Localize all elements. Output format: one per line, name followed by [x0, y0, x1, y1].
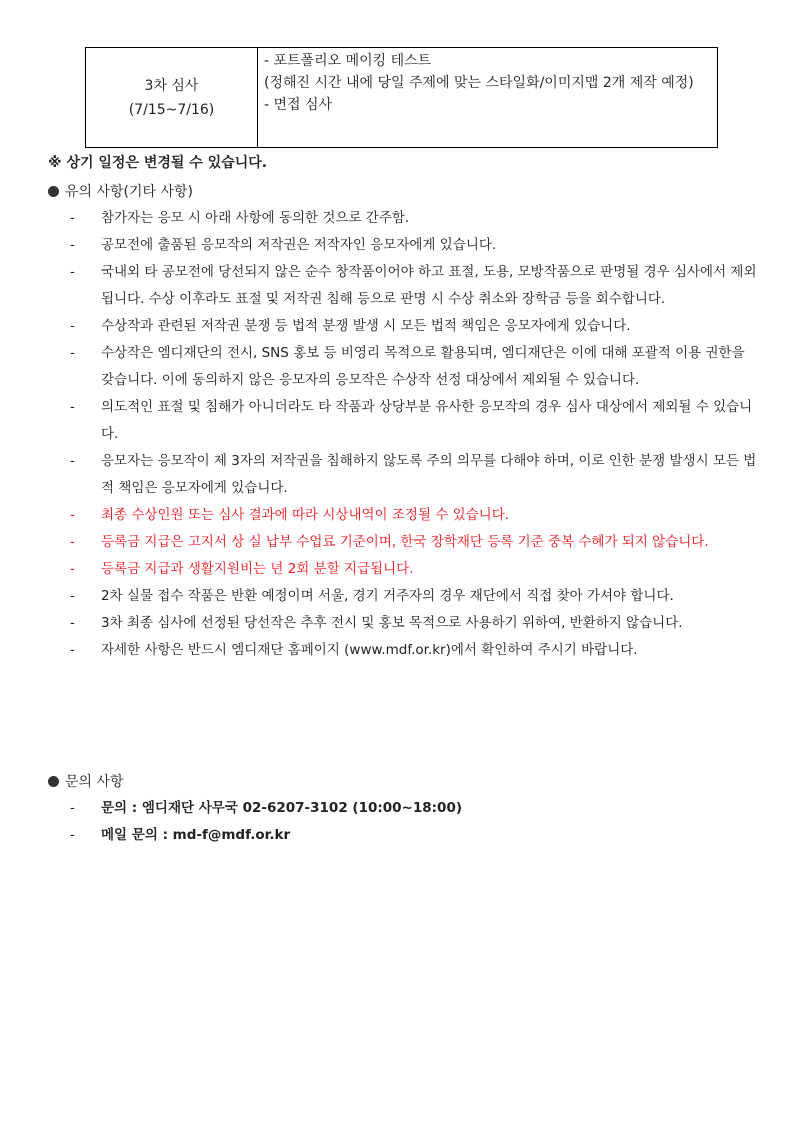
list-item: - 문의 : 엠디재단 사무국 02-6207-3102 (10:00~18:00)	[70, 800, 463, 816]
list-item: - 수상작과 관련된 저작권 분쟁 등 법적 분쟁 발생 시 모든 법적 책임은 응모자에게 있습니다.	[70, 318, 631, 334]
list-item: - 3차 최종 심사에 선정된 당선작은 추후 전시 및 홍보 목적으로 사용하기 위하여, 반환하지 않습니다.	[70, 615, 683, 631]
list-item: - 응모자는 응모작이 제 3자의 저작권을 침해하지 않도록 주의 의무를 다해야 하며, 이로 인한 분쟁 발생시 모든 법적 책임은 응모자에게 있습니다.	[70, 453, 757, 496]
list-item: - 의도적인 표절 및 침해가 아니더라도 타 작품과 상당부분 유사한 응모작의 경우 심사 대상에서 제외될 수 있습니다.	[70, 399, 753, 442]
list-item: - 2차 실물 접수 작품은 반환 예정이며 서울, 경기 거주자의 경우 재단에서 직접 찾아 가셔야 합니다.	[70, 588, 674, 604]
list-item-highlight: - 최종 수상인원 또는 심사 결과에 따라 시상내역이 조정될 수 있습니다.	[70, 507, 510, 523]
list-item-highlight: - 등록금 지급과 생활지원비는 년 2회 분할 지급됩니다.	[70, 561, 414, 577]
schedule-detail-cell	[258, 48, 717, 147]
schedule-line-3: - 면접 심사	[264, 97, 333, 113]
list-item: - 참가자는 응모 시 아래 사항에 동의한 것으로 간주함.	[70, 210, 410, 226]
schedule-table	[85, 47, 718, 148]
stage-dates: (7/15~7/16)	[128, 101, 215, 118]
list-item: - 공모전에 출품된 응모작의 저작권은 저작자인 응모자에게 있습니다.	[70, 237, 497, 253]
schedule-change-notice: ※ 상기 일정은 변경될 수 있습니다.	[48, 155, 268, 171]
bullet-icon	[48, 186, 59, 197]
list-item: - 수상작은 엠디재단의 전시, SNS 홍보 등 비영리 목적으로 활용되며, 엠디재단은 이에 대해 포괄적 이용 권한을 갖습니다. 이에 동의하지 않은 응모자의 응모작은 수상작 선정 대상에서 제외될 수 있습니다.	[70, 345, 745, 388]
cautions-heading	[48, 181, 193, 201]
list-item-highlight: - 등록금 지급은 고지서 상 실 납부 수업료 기준이며, 한국 장학재단 등록 기준 중복 수혜가 되지 않습니다.	[70, 534, 709, 550]
stage-label: 3차 심사	[144, 77, 199, 94]
cautions-list	[70, 205, 760, 664]
list-item: - 메일 문의 : md-f@mdf.or.kr	[70, 827, 291, 843]
schedule-stage-cell	[86, 48, 258, 147]
inquiry-title: 문의 사항	[65, 774, 124, 790]
list-item: - 자세한 사항은 반드시 엠디재단 홈페이지 (www.mdf.or.kr)에서 확인하여 주시기 바랍니다.	[70, 642, 638, 658]
inquiry-heading	[48, 771, 124, 791]
schedule-line-1: - 포트폴리오 메이킹 테스트	[264, 53, 432, 69]
cautions-title: 유의 사항(기타 사항)	[65, 184, 194, 200]
bullet-icon	[48, 776, 59, 787]
list-item: - 국내외 타 공모전에 당선되지 않은 순수 창작품이어야 하고 표절, 도용, 모방작품으로 판명될 경우 심사에서 제외됩니다. 수상 이후라도 표절 및 저작권 침해 등으로 판명 시 수상 취소와 장학금 등을 회수합니다.	[70, 264, 757, 307]
schedule-line-2: (정해진 시간 내에 당일 주제에 맞는 스타일화/이미지맵 2개 제작 예정)	[264, 75, 694, 91]
inquiry-list	[70, 795, 760, 849]
